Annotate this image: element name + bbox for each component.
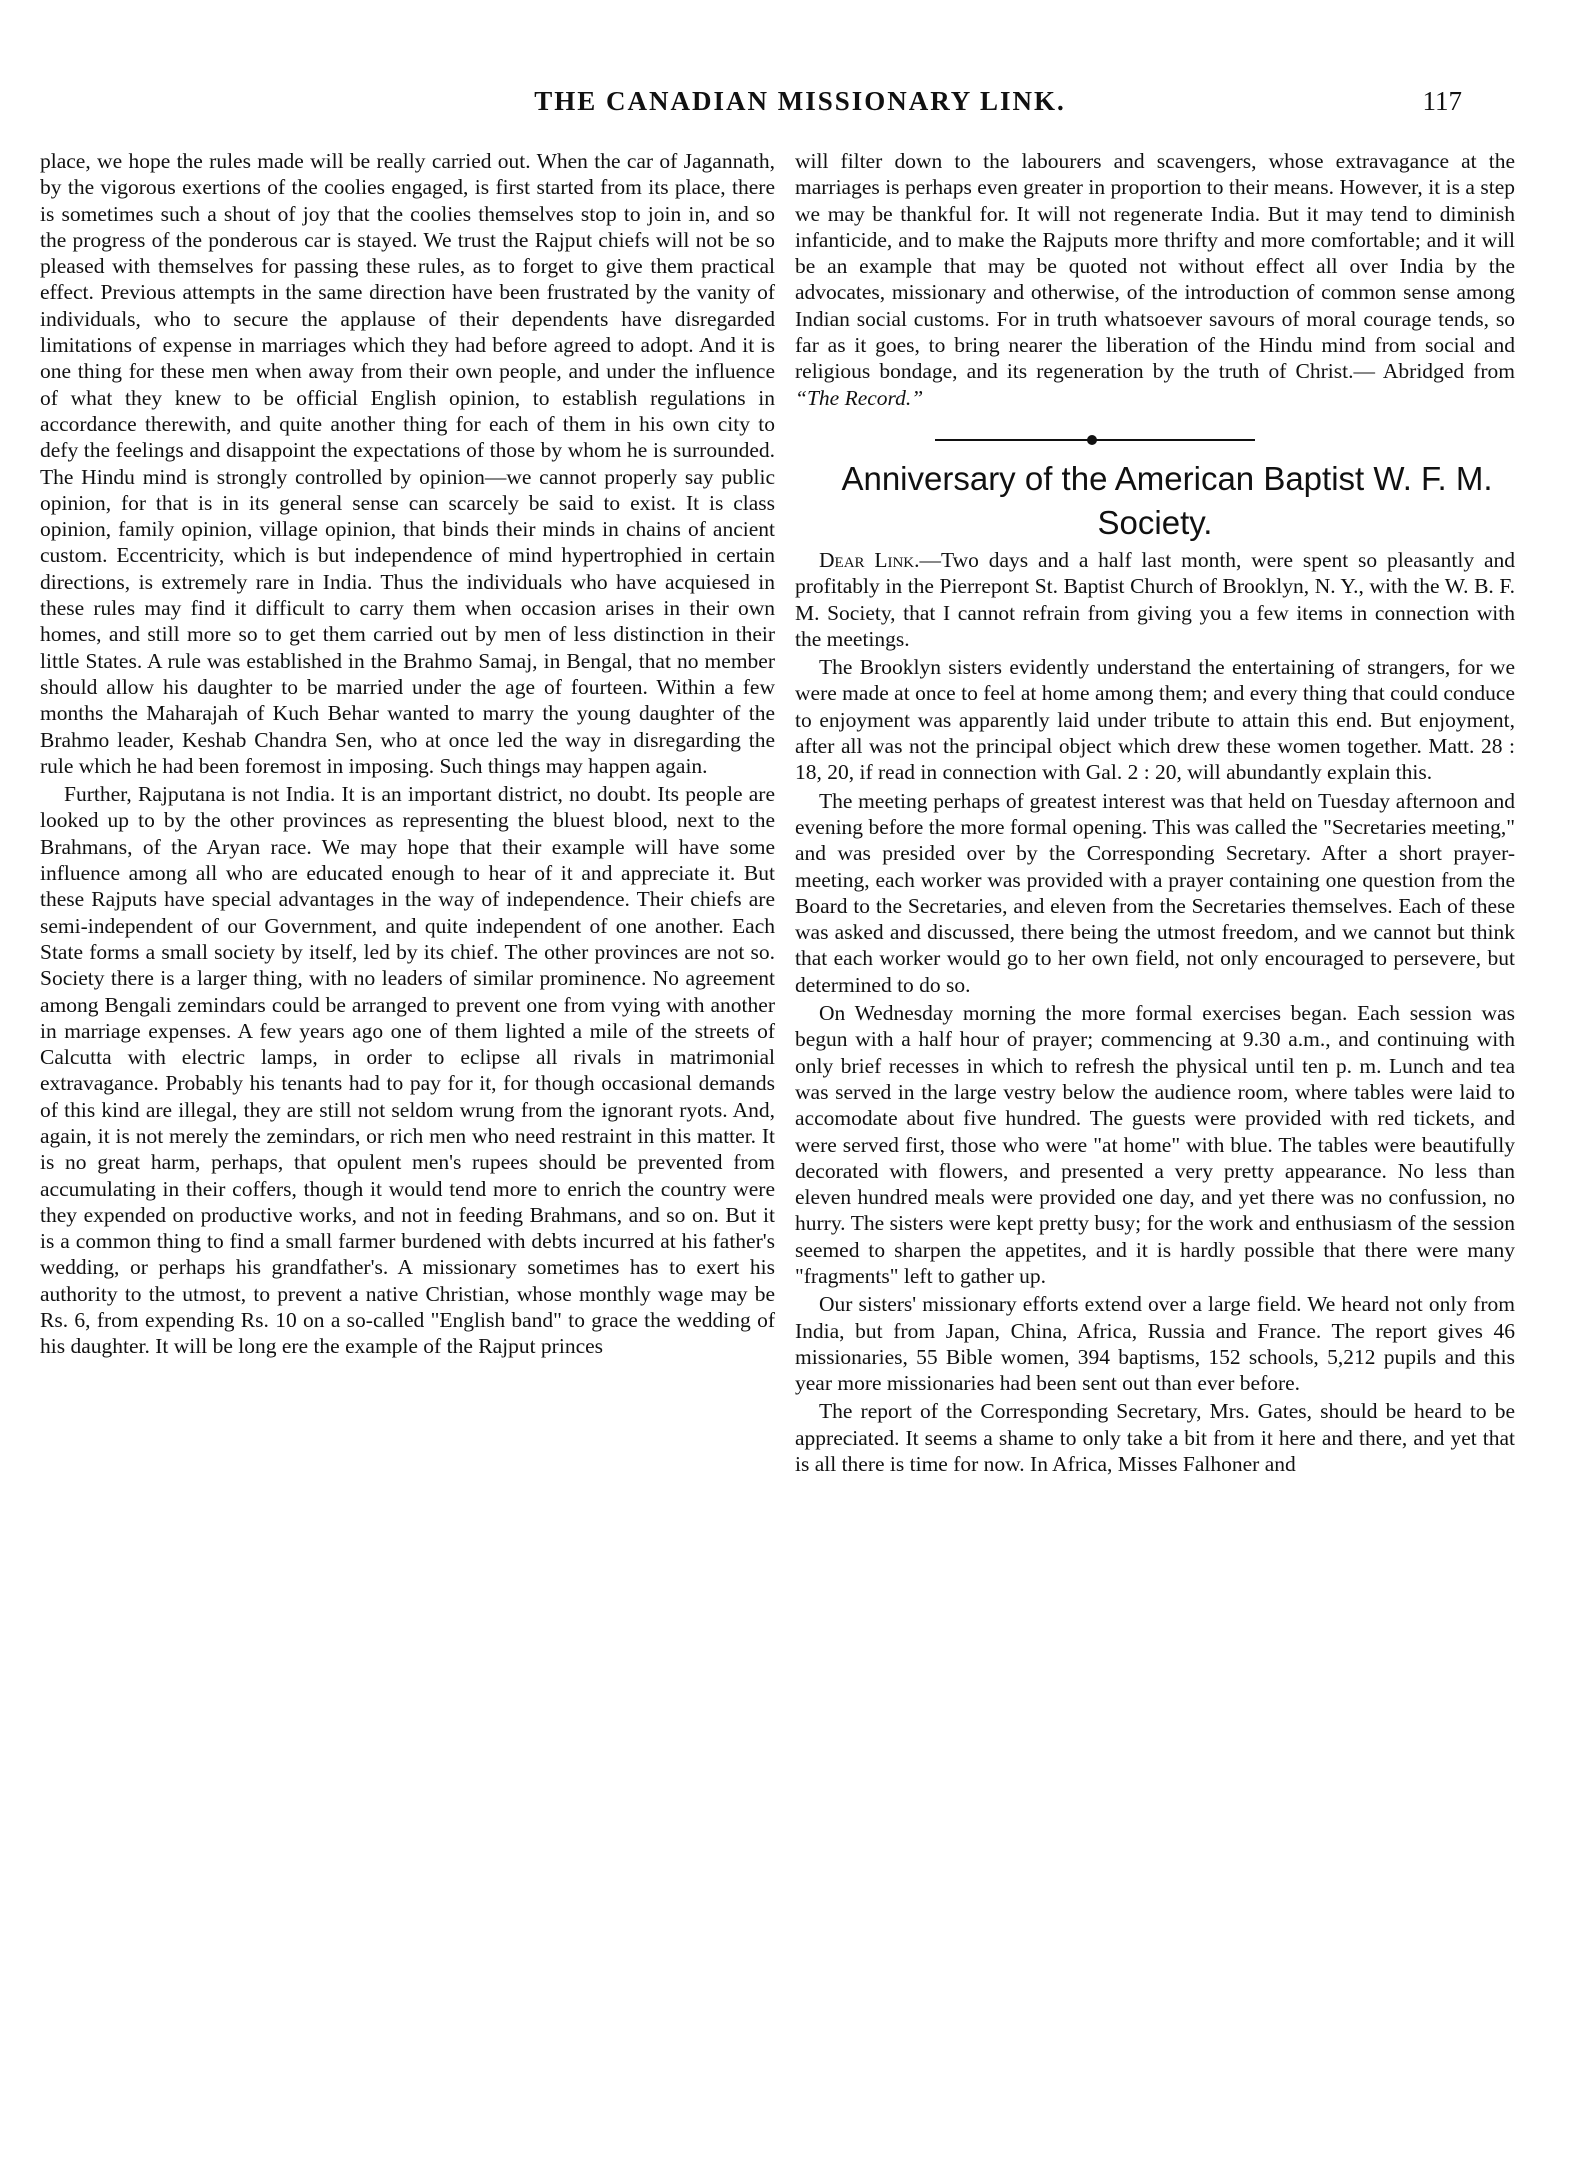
paragraph: The report of the Corresponding Secretary, Mrs. Gates, should be heard to be appreciated. It seems a shame to only take a bit from it here and there, and yet that is all there is time for now. In Africa, Misses Falhoner and	[795, 1399, 1515, 1477]
page-number: 117	[1422, 86, 1462, 116]
right-column	[795, 148, 1515, 1477]
left-column	[40, 148, 775, 1360]
paragraph: place, we hope the rules made will be really carried out. When the car of Jagannath, by the vigorous exertions of the coolies engaged, is first started from its place, there is sometimes such a shout of joy that the coolies themselves stop to join in, and so the progress of the ponderous car is stayed. We trust the Rajput chiefs will not be so pleased with themselves for passing these rules, as to forget to give them practical effect. Previous attempts in the same direction have been frustrated by the vanity of individuals, who to secure the applause of their dependents have disregarded limitations of expense in marriages which they had before agreed to adopt. And it is one thing for these men when away from their own people, and under the influence of what they knew to be official English opinion, to establish regulations in accordance therewith, and quite another thing for each of them in his own city to defy the feelings and disappoint the expectations of those by whom he is surrounded. The Hindu mind is strongly controlled by opinion—we cannot properly say public opinion, for that is in its general sense can scarcely be said to exist. It is class opinion, family opinion, village opinion, that binds their minds in chains of ancient custom. Eccentricity, which is but independence of mind hypertrophied in certain directions, is extremely rare in India. Thus the individuals who have acquiesed in these rules may find it difficult to carry them when occasion arises in their own homes, and still more so to get them carried out by men of less distinction in their little States. A rule was established in the Brahmo Samaj, in Bengal, that no member should allow his daughter to be married under the age of fourteen. Within a few months the Maharajah of Kuch Behar wanted to marry the young daughter of the Brahmo leader, Keshab Chandra Sen, who at once led the way in disregarding the rule which he had been foremost in imposing. Such things may happen again.	[40, 149, 775, 778]
page-header	[0, 86, 1582, 122]
salutation: Dear Link.	[819, 547, 920, 572]
source-title: “The Record.”	[795, 385, 924, 410]
paragraph: Our sisters' missionary efforts extend over a large field. We heard not only from India, but from Japan, China, Africa, Russia and France. The report gives 46 missionaries, 55 Bible women, 394 baptisms, 152 schools, 5,212 pupils and this year more missionaries had been sent out than ever before.	[795, 1292, 1515, 1396]
paragraph: The meeting perhaps of greatest interest was that held on Tuesday afternoon and evening before the more formal opening. This was called the "Secretaries meeting," and was presided over by the Corresponding Secretary. After a short prayer-meeting, each worker was provided with a prayer containing one question from the Board to the Secretaries, and eleven from the Secretaries themselves. Each of these was asked and discussed, there being the utmost freedom, and we cannot but think that each worker would go to her own field, not only encouraged to persevere, but determined to do so.	[795, 788, 1515, 997]
continued-paragraph	[795, 148, 1515, 411]
paragraph-text: will filter down to the labourers and scavengers, whose extravagance at the marriages is perhaps even greater in proportion to their means. However, it is a step we may be thankful for. It will not regenerate India. But it may tend to diminish infanticide, and to make the Rajputs more thrifty and more comfortable; and it will be an example that may be quoted not without effect all over India by the advocates, missionary and otherwise, of the introduction of common sense among Indian social customs. For in truth whatsoever savours of moral courage tends, so far as it goes, to bring nearer the liberation of the Hindu mind from social and religious bondage, and its regeneration by the truth of Christ.— Abridged from	[795, 149, 1515, 384]
divider-ornament	[1087, 435, 1097, 445]
paragraph: Further, Rajputana is not India. It is an important district, no doubt. Its people are looked up to by the other provinces as representing the bluest blood, next to the Brahmans, of the Aryan race. We may hope that their example will have some influence among all who are educated enough to hear of it and appreciate it. But these Rajputs have special advantages in the way of independence. Their chiefs are semi-independent of our Government, and quite independent of one another. Each State forms a small society by itself, led by its chief. The other provinces are not so. Society there is a larger thing, with no leaders of similar prominence. No agreement among Bengali zemindars could be arranged to prevent one from vying with another in marriage expenses. A few years ago one of them lighted a mile of the streets of Calcutta with electric lamps, in order to eclipse all rivals in matrimonial extravagance. Probably his tenants had to pay for it, for though occasional demands of this kind are illegal, they are still not seldom wrung from the ignorant ryots. And, again, it is not merely the zemindars, or rich men who need restraint in this matter. It is no great harm, perhaps, that opulent men's rupees should be prevented from accumulating in their coffers, though it would tend more to enrich the country were they expended on productive works, and not in feeding Brahmans, and so on. But it is a common thing to find a small farmer burdened with debts incurred at his father's wedding, or perhaps his grandfather's. A missionary sometimes has to exert his authority to the utmost, to prevent a native Christian, whose monthly wage may be Rs. 6, from expending Rs. 10 on a so-called "English band" to grace the wedding of his daughter. It will be long ere the example of the Rajput princes	[40, 782, 775, 1359]
running-title: THE CANADIAN MISSIONARY LINK.	[534, 86, 1066, 116]
paragraph-text: —Two days and a half last month, were spent so pleasantly and profitably in the Pierrepont St. Baptist Church of Brooklyn, N. Y., with the W. B. F. M. Society, that I cannot refrain from giving you a few items in connection with the meetings.	[795, 547, 1515, 651]
paragraph: The Brooklyn sisters evidently understand the entertaining of strangers, for we were made at once to feel at home among them; and every thing that could conduce to enjoyment was apparently laid under tribute to attain this end. But enjoyment, after all was not the principal object which drew these women together. Matt. 28 : 18, 20, if read in connection with Gal. 2 : 20, will abundantly explain this.	[795, 655, 1515, 785]
letter-opening	[795, 547, 1515, 652]
section-divider	[935, 433, 1255, 447]
section-heading: Anniversary of the American Baptist W. F. M. Society.	[841, 459, 1493, 541]
paragraph: On Wednesday morning the more formal exercises began. Each session was begun with a half hour of prayer; commencing at 9.30 a.m., and continuing with only brief recesses in which to refresh the physical until ten p. m. Lunch and tea was served in the large vestry below the audience room, where tables were laid to accomodate about five hundred. The guests were provided with red tickets, and were served first, those who were "at home" with blue. The tables were beautifully decorated with flowers, and presented a very pretty appearance. No less than eleven hundred meals were provided one day, and yet there was no confussion, no hurry. The sisters were kept pretty busy; for the work and enthusiasm of the session seemed to sharpen the appetites, and it is hardly possible that there were many "fragments" left to gather up.	[795, 1001, 1515, 1288]
